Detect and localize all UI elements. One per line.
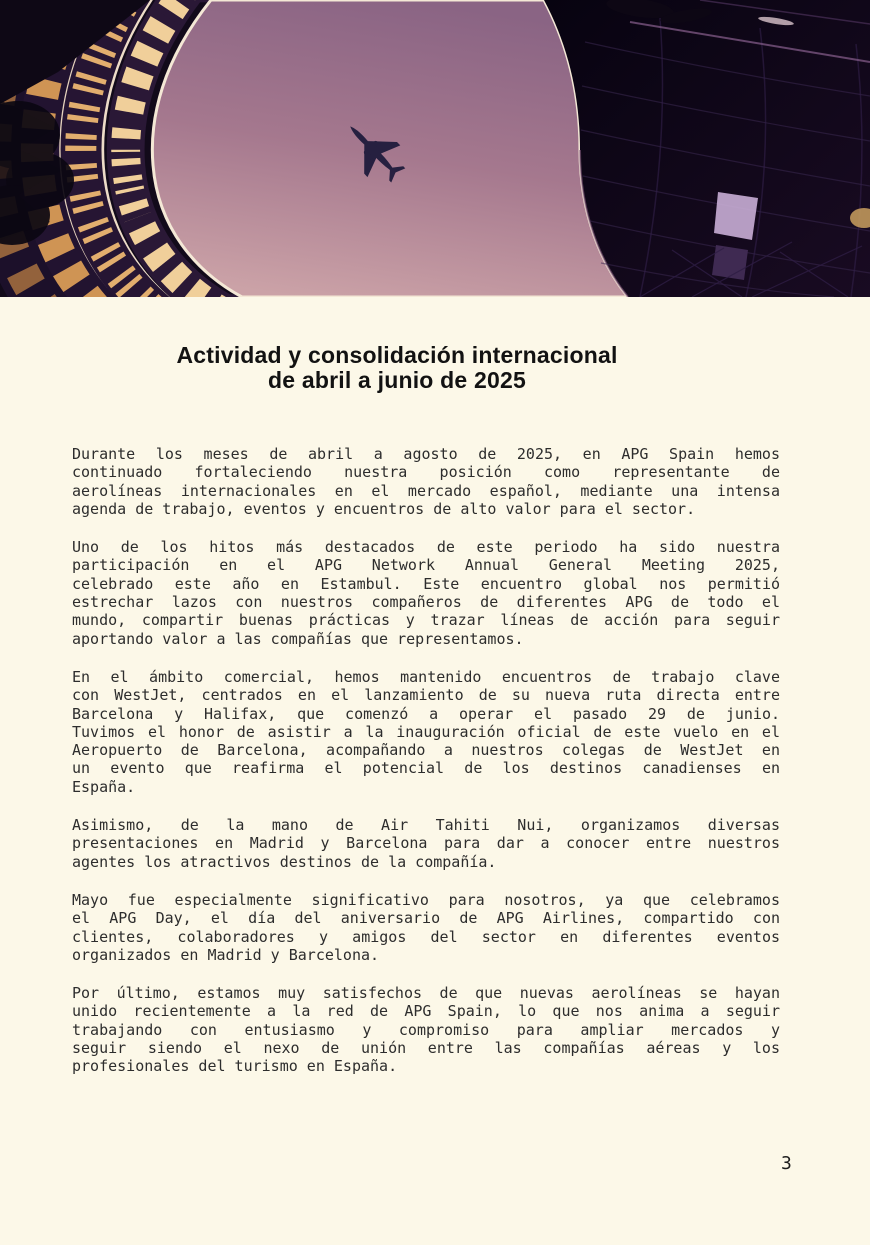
paragraph-line: mundo, compartir buenas prácticas y trazar líneas de acción para seguir	[72, 611, 780, 630]
paragraph-line: seguir siendo el nexo de unión entre las compañías aéreas y los	[72, 1039, 780, 1058]
paragraph-line: Mayo fue especialmente significativo para nosotros, ya que celebramos	[72, 890, 780, 909]
paragraph-line: estrechar lazos con nuestros compañeros de diferentes APG de todo el	[72, 593, 780, 612]
header-photo	[0, 0, 870, 297]
paragraph-line: Durante los meses de abril a agosto de 2025, en APG Spain hemos	[72, 445, 780, 463]
paragraph	[72, 891, 780, 964]
paragraph-line: presentaciones en Madrid y Barcelona para dar a conocer entre nuestros	[72, 834, 780, 853]
paragraph-line: trabajando con entusiasmo y compromiso para ampliar mercados y	[72, 1020, 780, 1039]
paragraph-line: En el ámbito comercial, hemos mantenido encuentros de trabajo clave	[72, 667, 780, 686]
title-line-1: Actividad y consolidación internacional	[176, 342, 618, 368]
title-line-2: de abril a junio de 2025	[268, 367, 526, 393]
paragraph	[72, 445, 780, 518]
paragraph-line: agentes los atractivos destinos de la compañía.	[72, 852, 497, 871]
paragraph	[72, 668, 780, 796]
paragraph-line: Aeropuerto de Barcelona, acompañando a nuestros colegas de WestJet en	[72, 741, 780, 760]
paragraph	[72, 984, 780, 1075]
paragraph-line: un evento que reafirma el potencial de los destinos canadienses en	[72, 759, 780, 778]
page-title	[72, 343, 722, 393]
paragraph-line: Tuvimos el honor de asistir a la inauguración oficial de este vuelo en el	[72, 722, 780, 741]
paragraph-line: profesionales del turismo en España.	[72, 1057, 398, 1076]
paragraph-line: con WestJet, centrados en el lanzamiento de su nueva ruta directa entre	[72, 686, 780, 705]
paragraph-line: España.	[72, 777, 136, 796]
paragraph-line: participación en el APG Network Annual General Meeting 2025,	[72, 556, 780, 575]
paragraph-line: agenda de trabajo, eventos y encuentros de alto valor para el sector.	[72, 499, 696, 518]
paragraph-line: Barcelona y Halifax, que comenzó a operar el pasado 29 de junio.	[72, 704, 780, 723]
page-number: 3	[781, 1153, 792, 1174]
paragraph-line: clientes, colaboradores y amigos del sector en diferentes eventos	[72, 927, 780, 946]
paragraph	[72, 816, 780, 871]
paragraph-line: Asimismo, de la mano de Air Tahiti Nui, organizamos diversas	[72, 816, 780, 835]
paragraph-line: Uno de los hitos más destacados de este periodo ha sido nuestra	[72, 538, 780, 557]
paragraph-line: celebrado este año en Estambul. Este encuentro global nos permitió	[72, 574, 780, 593]
paragraph-line: unido recientemente a la red de APG Spain, lo que nos anima a seguir	[72, 1002, 780, 1021]
paragraph-line: el APG Day, el día del aniversario de APG Airlines, compartido con	[72, 909, 780, 928]
paragraph-line: aportando valor a las compañías que representamos.	[72, 629, 524, 648]
paragraph	[72, 538, 780, 648]
paragraph-line: aerolíneas internacionales en el mercado español, mediante una intensa	[72, 481, 780, 500]
paragraph-line: Por último, estamos muy satisfechos de que nuevas aerolíneas se hayan	[72, 984, 780, 1003]
paragraph-line: continuado fortaleciendo nuestra posición como representante de	[72, 463, 780, 482]
article-body	[72, 445, 780, 1076]
paragraph-line: organizados en Madrid y Barcelona.	[72, 945, 380, 964]
